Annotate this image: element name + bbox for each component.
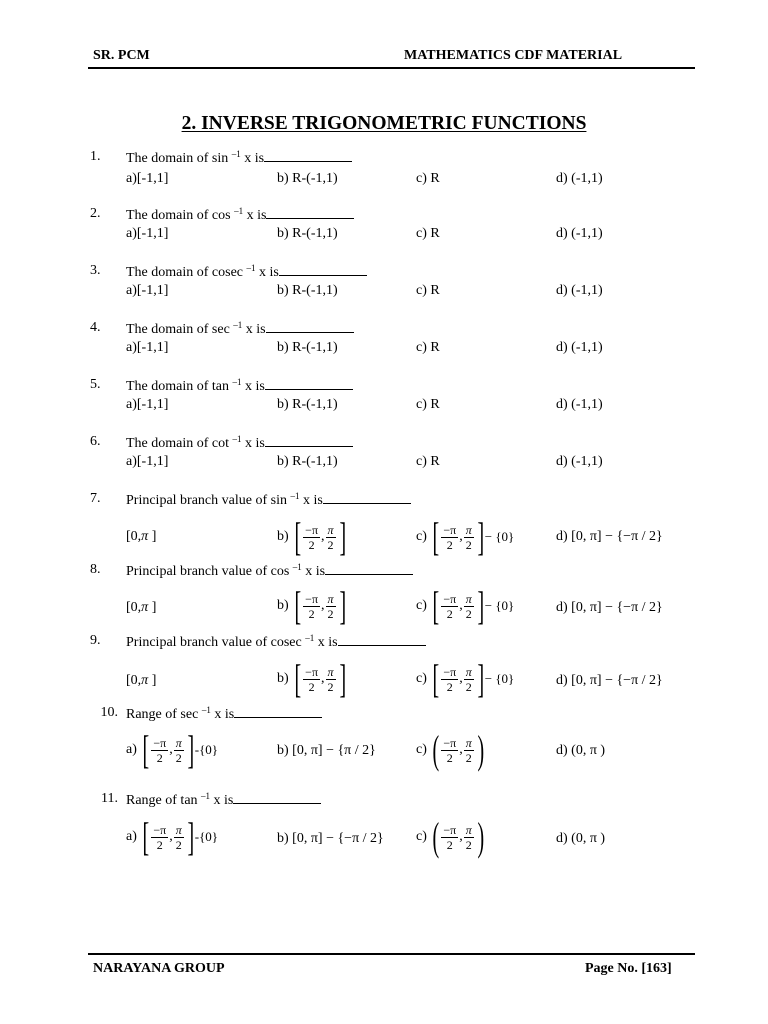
answer-blank <box>265 378 353 390</box>
question-number: 5. <box>90 377 101 392</box>
option-b: b) R-(-1,1) <box>277 283 338 298</box>
answer-blank <box>338 634 426 646</box>
question-number: 8. <box>90 562 101 577</box>
question-stem: Principal branch value of sin $^{-1}$ x is <box>126 491 411 509</box>
page-number: Page No. [163] <box>585 961 672 976</box>
option-b: b) R-(-1,1) <box>277 397 338 412</box>
answer-blank <box>325 563 413 575</box>
question-number: 1. <box>90 149 101 164</box>
option-d: d) (-1,1) <box>556 226 603 241</box>
option-a: a)[-1,1] <box>126 171 169 186</box>
option-c: c) ( $\frac{-\pi}{2}$ , $\frac{\pi}{2}$ ) <box>416 727 484 772</box>
option-d: d) (-1,1) <box>556 454 603 469</box>
option-d: d) (-1,1) <box>556 283 603 298</box>
option-d: d) (0, π ) <box>556 831 606 846</box>
option-c: c) [ $\frac{-\pi}{2}$ , $\frac{\pi}{2}$ ] − {0} <box>416 656 515 701</box>
option-d: d) [0, π] − {−π / 2} <box>556 529 663 544</box>
page-title: 2. INVERSE TRIGONOMETRIC FUNCTIONS <box>181 113 587 134</box>
question-number: 11. <box>101 791 118 806</box>
question-stem: The domain of cot $^{-1}$ x is <box>126 434 353 452</box>
option-c: c) R <box>416 340 440 355</box>
option-b: b) R-(-1,1) <box>277 171 338 186</box>
question-stem: The domain of sec $^{-1}$ x is <box>126 320 354 338</box>
footer-left: NARAYANA GROUP <box>93 961 225 976</box>
answer-blank <box>233 792 321 804</box>
option-d: d) [0, π] − {−π / 2} <box>556 673 663 688</box>
question-stem: Range of tan $^{-1}$ x is <box>126 791 321 809</box>
option-a: a)[-1,1] <box>126 226 169 241</box>
answer-blank <box>266 207 354 219</box>
option-c: c) R <box>416 454 440 469</box>
question-stem: The domain of sin $^{-1}$ x is <box>126 149 352 167</box>
option-a: [0, π ] <box>126 529 157 544</box>
question-stem: Range of sec $^{-1}$ x is <box>126 705 322 723</box>
option-c: c) [ $\frac{-\pi}{2}$ , $\frac{\pi}{2}$ ] − {0} <box>416 514 515 559</box>
option-a: a)[-1,1] <box>126 283 169 298</box>
option-d: d) (0, π ) <box>556 743 606 758</box>
option-b: b) [0, π] − {−π / 2} <box>277 831 384 846</box>
answer-blank <box>234 706 322 718</box>
option-a: [0, π ] <box>126 600 157 615</box>
question-stem: Principal branch value of cos $^{-1}$ x is <box>126 562 413 580</box>
option-d: d) (-1,1) <box>556 171 603 186</box>
option-a: a)[-1,1] <box>126 340 169 355</box>
question-stem: The domain of cosec $^{-1}$ x is <box>126 263 367 281</box>
header-left: SR. PCM <box>93 48 150 63</box>
question-number: 3. <box>90 263 101 278</box>
answer-blank <box>279 264 367 276</box>
answer-blank <box>323 492 411 504</box>
option-c: c) R <box>416 397 440 412</box>
option-c: c) R <box>416 283 440 298</box>
question-number: 2. <box>90 206 101 221</box>
option-c: c) ( $\frac{-\pi}{2}$ , $\frac{\pi}{2}$ ) <box>416 814 484 859</box>
option-a: a) [ $\frac{-\pi}{2}$ , $\frac{\pi}{2}$ ] -{0} <box>126 814 219 859</box>
question-number: 4. <box>90 320 101 335</box>
question-stem: Principal branch value of cosec $^{-1}$ x is <box>126 633 426 651</box>
option-d: d) [0, π] − {−π / 2} <box>556 600 663 615</box>
footer-rule <box>88 953 695 955</box>
answer-blank <box>264 150 352 162</box>
header-right: MATHEMATICS CDF MATERIAL <box>404 48 623 63</box>
question-stem: The domain of cos $^{-1}$ x is <box>126 206 354 224</box>
option-c: c) [ $\frac{-\pi}{2}$ , $\frac{\pi}{2}$ ] − {0} <box>416 583 515 628</box>
option-a: [0, π ] <box>126 673 157 688</box>
option-d: d) (-1,1) <box>556 340 603 355</box>
answer-blank <box>266 321 354 333</box>
question-number: 6. <box>90 434 101 449</box>
question-number: 10. <box>100 705 118 720</box>
answer-blank <box>265 435 353 447</box>
option-d: d) (-1,1) <box>556 397 603 412</box>
question-number: 7. <box>90 491 101 506</box>
option-b: b) [0, π] − {π / 2} <box>277 743 376 758</box>
option-b: b) [ $\frac{-\pi}{2}$ , $\frac{\pi}{2}$ ] <box>277 583 346 628</box>
option-a: a)[-1,1] <box>126 454 169 469</box>
option-c: c) R <box>416 226 440 241</box>
option-b: b) [ $\frac{-\pi}{2}$ , $\frac{\pi}{2}$ ] <box>277 514 346 559</box>
option-a: a) [ $\frac{-\pi}{2}$ , $\frac{\pi}{2}$ ] -{0} <box>126 727 219 772</box>
header-rule <box>88 67 695 69</box>
option-b: b) [ $\frac{-\pi}{2}$ , $\frac{\pi}{2}$ ] <box>277 656 346 701</box>
question-stem: The domain of tan $^{-1}$ x is <box>126 377 353 395</box>
option-b: b) R-(-1,1) <box>277 226 338 241</box>
option-c: c) R <box>416 171 440 186</box>
question-number: 9. <box>90 633 101 648</box>
option-b: b) R-(-1,1) <box>277 340 338 355</box>
option-b: b) R-(-1,1) <box>277 454 338 469</box>
option-a: a)[-1,1] <box>126 397 169 412</box>
